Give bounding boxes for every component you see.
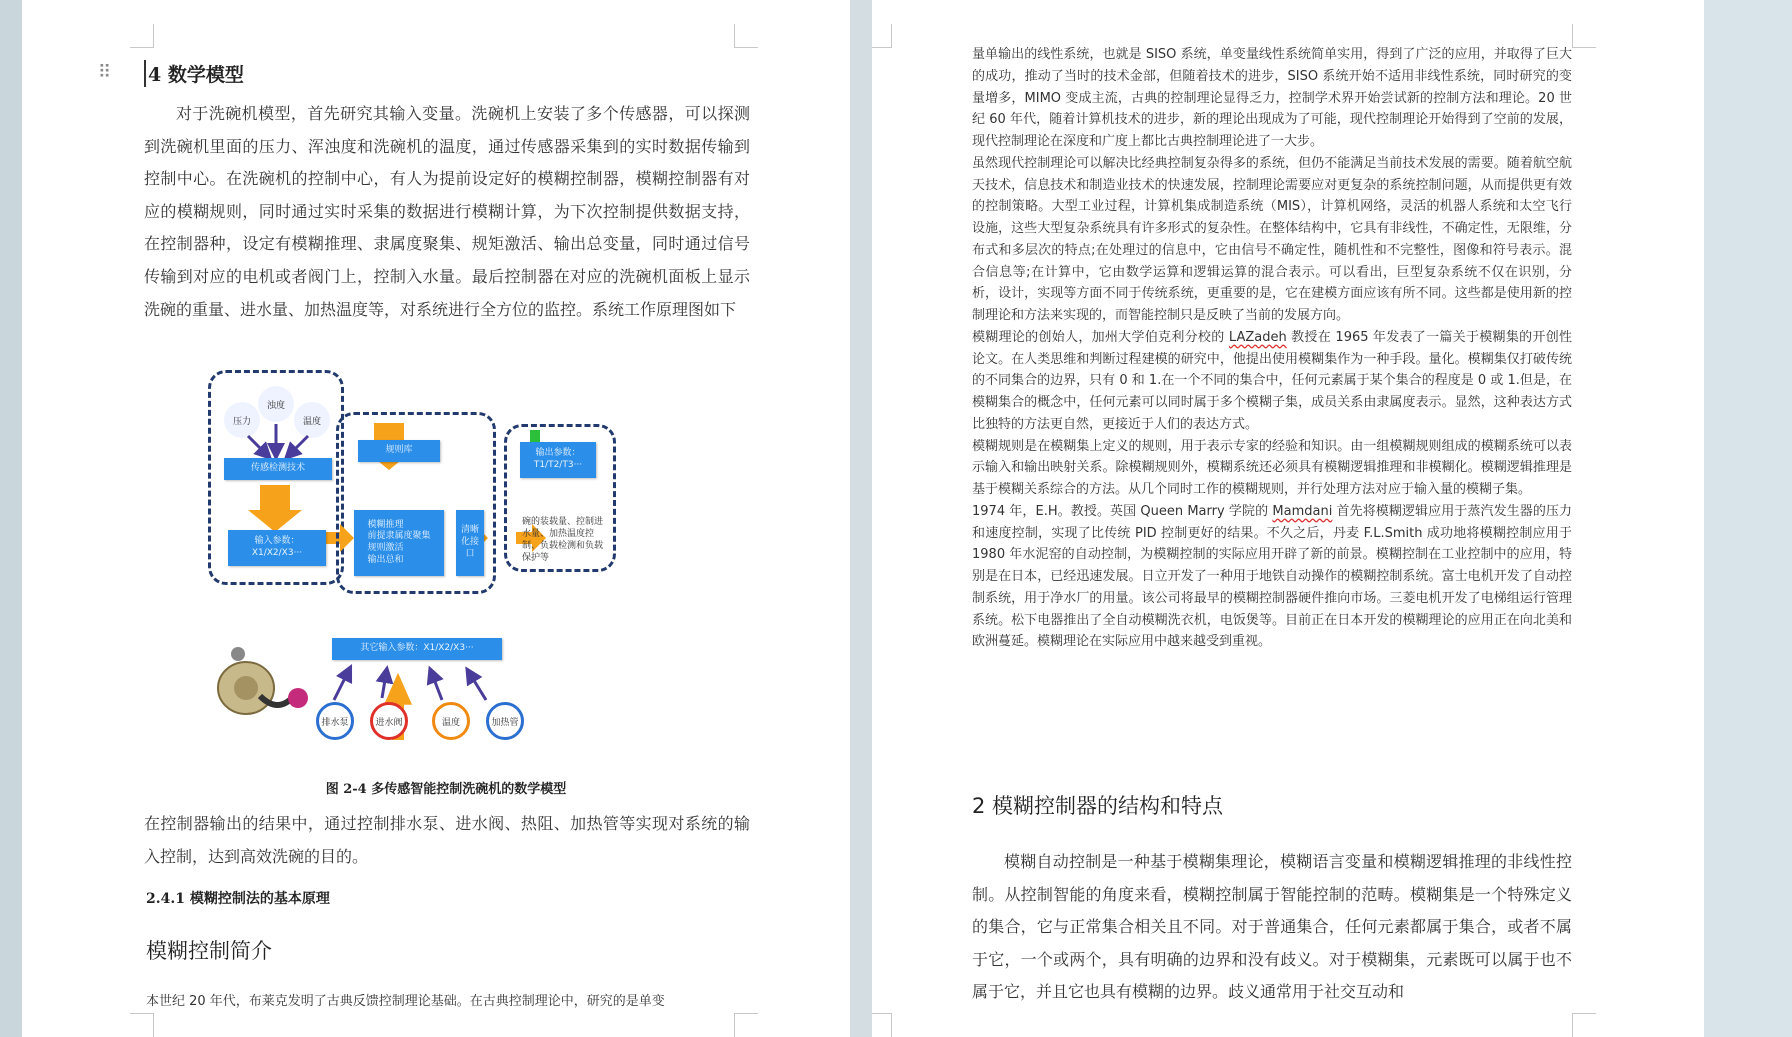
actuator-heater: 加热管 [486, 702, 524, 740]
intro-paragraph[interactable]: 对于洗碗机模型，首先研究其输入变量。洗碗机上安装了多个传感器，可以探测到洗碗机里面的压力、浑浊度和洗碗机的温度，通过传感器采集到的实时数据传输到控制中心。在洗碗机的控制中心，有人为提前设定好的模糊控制器，模糊控制器有对应的模糊规则，同时通过实时采集的数据进行模糊计算，为下次控制提供数据支持，在控制器种，设定有模糊推理、隶属度聚集、规矩激活、输出总变量，同时通过信号传输到对应的电机或者阀门上，控制入水量。最后控制器在对应的洗碗机面板上显示洗碗的重量、进水量、加热温度等，对系统进行全方位的监控。系统工作原理图如下 [144, 104, 750, 319]
mamdani-text-post: 首先将模糊逻辑应用于蒸汽发生器的压力和速度控制，实现了比传统 PID 控制更好的结果。不久之后，丹麦 F.L.Smith 成功地将模糊控制应用于 1980 年水泥窑的自动控制，为模糊控制的实际应用开辟了新的前景。模糊控制在工业控制中的应用，特别是在日本，已经迅速发展。日立开发了一种用于地铁自动操作的模糊控制系统。富士电机开发了自动控制系统，用于净水厂的用量。该公司将最早的模糊控制器硬件推向市场。三菱电机开发了电梯组运行管理系统。松下电器推出了全自动模糊洗衣机，电饭煲等。目前正在日本开发的模糊理论的应用正在向北美和欧洲蔓延。模糊理论在实际应用中越来越受到重视。 [972, 503, 1572, 650]
dishwasher-pump-icon [208, 640, 318, 730]
paragraph-siso[interactable]: 量单输出的线性系统，也就是 SISO 系统，单变量线性系统简单实用，得到了广泛的应用，并取得了巨大的成功，推动了当时的技术金部，但随着技术的进步，SISO 系统开始不适用非线性系统，同时研究的变量增多，MIMO 变成主流，古典的控制理论显得乏力，控制学术界开始尝试新的控制方法和理论。20 世纪 60 年代，随着计算机技术的进步，新的理论出现成为了可能，现代控制理论开始得到了空前的发展，现代控制理论在深度和广度上都比古典控制理论进了一大步。 [972, 47, 1572, 149]
workspace-right-margin [1704, 0, 1792, 1037]
margin-corner-top-left [872, 24, 892, 48]
zadeh-text-post: 教授在 1965 年发表了一篇关于模糊集的开创性论文。在人类思维和判断过程建模的研究中，他提出使用模糊集作为一种手段。量化。模糊集仅打破传统的不同集合的边界，只有 0 和 1.在一个不同的集合中，任何元素属于某个集合的程度是 0 或 1.但是，在模糊集合的概念中，任何元素可以同时属于多个模糊子集，成员关系由隶属度表示。显然，这种表达方式比独特的方法更自然，更接近于人们的表达方式。 [972, 329, 1572, 432]
mid-heading[interactable]: 模糊控制简介 [146, 939, 272, 963]
margin-corner-top-left [130, 24, 154, 48]
sensor-temperature: 温度 [294, 402, 330, 438]
paragraph-zadeh[interactable] [972, 327, 1572, 436]
washer-model-diagram [208, 370, 688, 770]
paragraph-fuzzy-rules[interactable]: 模糊规则是在模糊集上定义的规则，用于表示专家的经验和知识。由一组模糊规则组成的模糊系统可以表示输入和输出映射关系。除模糊规则外，模糊系统还必须具有模糊逻辑推理和非模糊化。模糊逻辑推理是基于模糊关系综合的方法。从几个同时工作的模糊规则，并行处理方法对应于输入量的模糊子集。 [972, 438, 1572, 497]
mamdani-text-pre: 1974 年，E.H。教授。英国 Queen Marry 学院的 [972, 503, 1273, 519]
workspace-page-gap [850, 0, 872, 1037]
last-line-paragraph[interactable]: 本世纪 20 年代，布莱克发明了古典反馈控制理论基础。在古典控制理论中，研究的是单变 [146, 994, 665, 1009]
defuzzify-block: 清晰化接口 [456, 510, 484, 576]
sensor-pressure: 压力 [224, 402, 260, 438]
sensor-tech-block: 传感检测技术 [224, 458, 332, 480]
paragraph-modern-control[interactable]: 虽然现代控制理论可以解决比经典控制复杂得多的系统，但仍不能满足当前技术发展的需要。随着航空航天技术，信息技术和制造业技术的快速发展，控制理论需要应对更复杂的系统控制问题，从而提供更有效的控制策略。大型工业过程，计算机集成制造系统（MIS），计算机网络，灵活的机器人系统和太空飞行设施，这些大型复杂系统具有许多形式的复杂性。在整体结构中，它具有非线性，不确定性，无限维，分布式和多层次的特点;在处理过的信息中，它由信号不确定性，随机性和不完整性，图像和符号表示。混合信息等;在计算中，它由数学运算和逻辑运算的混合表示。可以看出，巨型复杂系统不仅在识别，分析，设计，实现等方面不同于传统系统，更重要的是，它在建模方面应该有所不同。这些都是使用新的控制理论和方法来实现的，而智能控制只是反映了当前的发展方向。 [972, 155, 1572, 323]
after-figure-paragraph[interactable]: 在控制器输出的结果中，通过控制排水泵、进水阀、热阻、加热管等实现对系统的输入控制，达到高效洗碗的目的。 [144, 814, 750, 866]
output-desc-text: 碗的装载量、控制进水量、加热温度控制、负载检测和负载保护等 [522, 517, 604, 564]
spellcheck-word-zadeh[interactable]: LAZadeh [1228, 329, 1287, 345]
block-drag-handle-icon[interactable]: ⠿ [98, 62, 112, 83]
margin-corner-bottom-left [130, 1013, 154, 1037]
document-page-left[interactable] [22, 0, 850, 1037]
document-page-right[interactable] [872, 0, 1704, 1037]
spellcheck-word-mamdani[interactable]: Mamdani [1272, 503, 1333, 519]
workspace-left-margin [0, 0, 24, 1037]
actuator-valve: 进水阀 [370, 702, 408, 740]
chapter-heading-2[interactable]: 2 模糊控制器的结构和特点 [972, 794, 1224, 818]
actuator-temp: 温度 [432, 702, 470, 740]
right-body-text[interactable] [972, 44, 1572, 653]
zadeh-text-pre: 模糊理论的创始人，加州大学伯克利分校的 [972, 329, 1229, 345]
margin-corner-bottom-right [734, 1013, 758, 1037]
fuzzy-control-paragraph[interactable]: 模糊自动控制是一种基于模糊集理论，模糊语言变量和模糊逻辑推理的非线性控制。从控制智能的角度来看，模糊控制属于智能控制的范畴。模糊集是一个特殊定义的集合，它与正常集合相关且不同。对于普通集合，任何元素都属于集合，或者不属于它，一个或两个，具有明确的边界和没有歧义。对于模糊集，元素既可以属于也不属于它，并且它也具有模糊的边界。歧义通常用于社交互动和 [972, 852, 1572, 1002]
sensor-turbidity: 浊度 [258, 386, 294, 422]
figure-caption[interactable]: 图 2-4 多传感智能控制洗碗机的数学模型 [325, 782, 567, 797]
margin-corner-bottom-right [1572, 1013, 1596, 1037]
input-params-block: 输入参数：X1/X2/X3··· [228, 530, 326, 566]
fuzzy-process-block: 模糊推理 前提隶属度聚集 规则激活 输出总和 [354, 510, 444, 576]
paragraph-mamdani[interactable] [972, 501, 1572, 653]
rule-base-block: 规则库 [358, 440, 440, 462]
section-heading[interactable]: 4 数学模型 [144, 60, 244, 87]
actuator-pump: 排水泵 [316, 702, 354, 740]
output-params-block: 输出参数：T1/T2/T3··· [520, 442, 596, 478]
margin-corner-top-right [1572, 24, 1596, 48]
other-inputs-block: 其它输入参数：X1/X2/X3··· [332, 638, 502, 660]
margin-corner-bottom-left [872, 1013, 892, 1037]
subsection-heading[interactable]: 2.4.1 模糊控制法的基本原理 [146, 891, 330, 907]
margin-corner-top-right [734, 24, 758, 48]
